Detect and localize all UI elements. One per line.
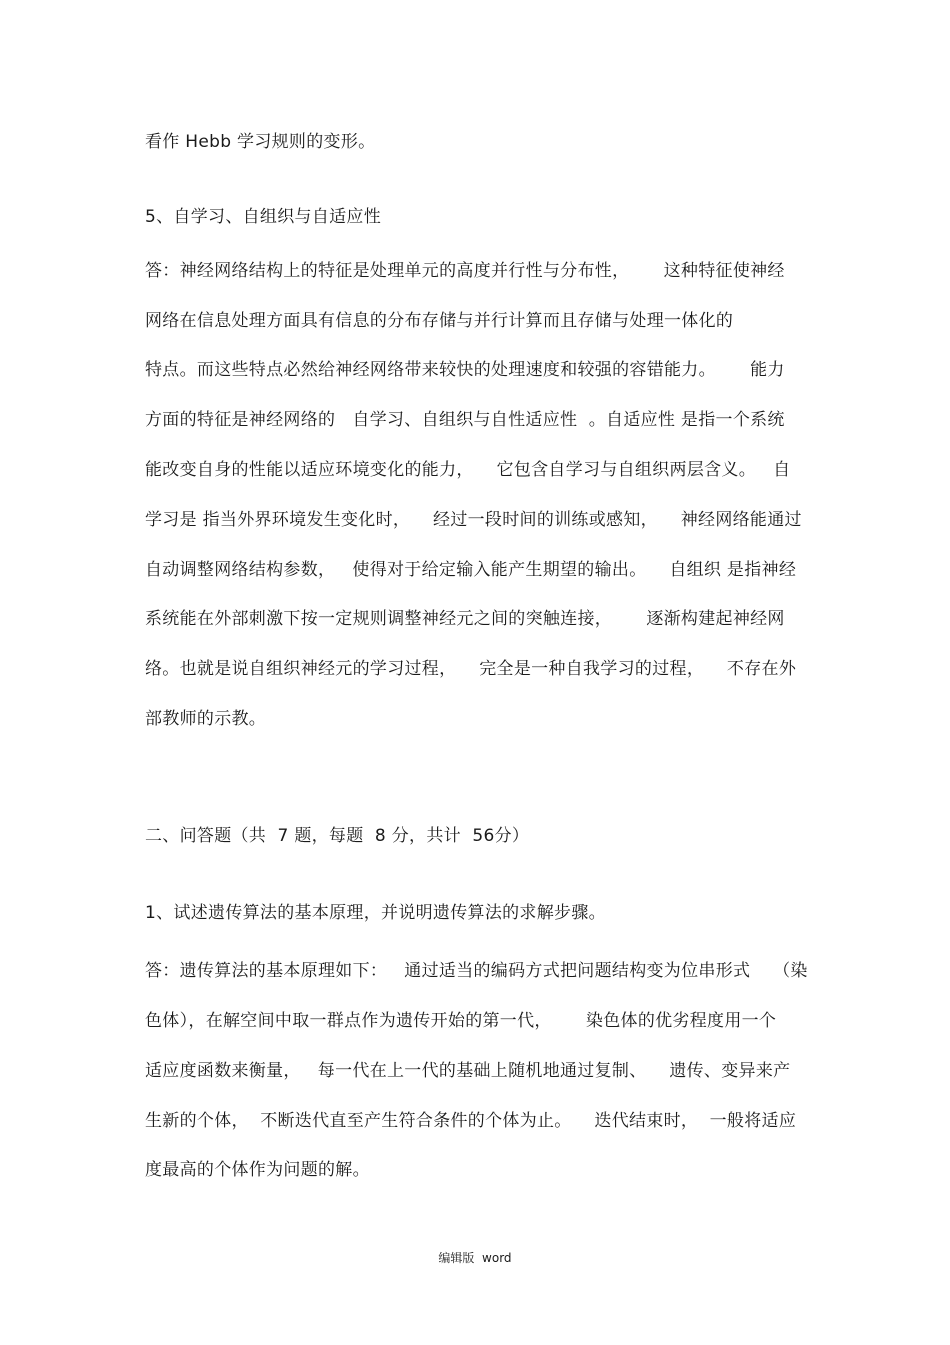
answer-5-line: 答：神经网络结构上的特征是处理单元的高度并行性与分布性， 这种特征使神经	[145, 261, 785, 281]
page-footer: 编辑版 word	[438, 1251, 512, 1265]
answer-5-line: 网络在信息处理方面具有信息的分布存储与并行计算而且存储与处理一体化的	[145, 311, 734, 331]
answer-5-line: 学习是 指当外界环境发生变化时， 经过一段时间的训练或感知， 神经网络能通过	[145, 510, 802, 530]
answer-5-line: 系统能在外部刺激下按一定规则调整神经元之间的突触连接， 逐渐构建起神经网	[145, 609, 785, 629]
answer-5-line: 能改变自身的性能以适应环境变化的能力， 它包含自学习与自组织两层含义。 自	[145, 460, 791, 480]
answer-5-line: 部教师的示教。	[145, 709, 267, 729]
answer-5-line: 络。也就是说自组织神经元的学习过程， 完全是一种自我学习的过程， 不存在外	[145, 659, 797, 679]
answer-5-line: 方面的特征是神经网络的 自学习、自组织与自性适应性 。自适应性 是指一个系统	[145, 410, 785, 430]
question-1-heading: 1、试述遗传算法的基本原理，并说明遗传算法的求解步骤。	[145, 903, 606, 923]
answer-5-line: 特点。而这些特点必然给神经网络带来较快的处理速度和较强的容错能力。 能力	[145, 360, 785, 380]
answer-1-line: 色体），在解空间中取一群点作为遗传开始的第一代， 染色体的优劣程度用一个	[145, 1011, 777, 1031]
answer-5-line: 自动调整网络结构参数， 使得对于给定输入能产生期望的输出。 自组织 是指神经	[145, 560, 797, 580]
answer-1-line: 生新的个体， 不断迭代直至产生符合条件的个体为止。 迭代结束时， 一般将适应	[145, 1111, 797, 1131]
section-2-heading: 二、问答题（共 7 题，每题 8 分，共计 56分）	[145, 826, 530, 846]
answer-1-line: 答：遗传算法的基本原理如下： 通过适当的编码方式把问题结构变为位串形式 （染	[145, 961, 808, 981]
text-line-continuation: 看作 Hebb 学习规则的变形。	[145, 132, 376, 152]
question-5-heading: 5、自学习、自组织与自适应性	[145, 207, 382, 227]
answer-1-line: 度最高的个体作为问题的解。	[145, 1160, 370, 1180]
answer-1-line: 适应度函数来衡量， 每一代在上一代的基础上随机地通过复制、 遗传、变异来产	[145, 1061, 791, 1081]
